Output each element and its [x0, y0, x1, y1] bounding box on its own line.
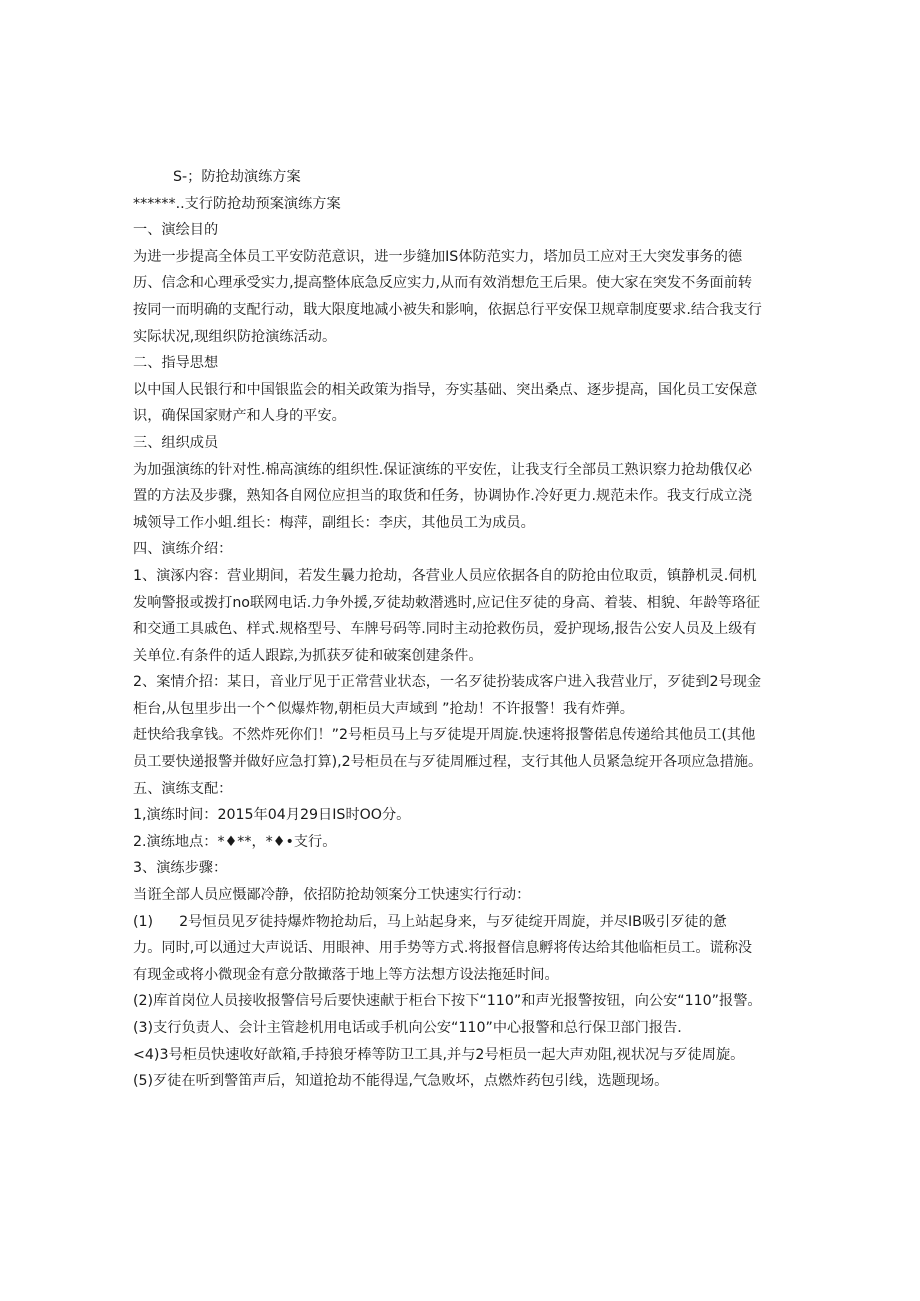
paragraph-line: 为加强演练的针对性.棉高演练的组织性.保证演练的平安佐，让我支行全部员工熟识察力抢劫俄仅必	[133, 461, 753, 478]
document-subtitle: ******..支行防抢劫预案演练方案	[133, 195, 341, 212]
document-title: S-；防抢劫演练方案	[173, 169, 301, 185]
paragraph-line: <4)3号柜员快速收好歆箱,手持狼牙棒等防卫工具,并与2号柜员一起大声劝阻,视状况与歹徒周旋。	[133, 1046, 745, 1063]
paragraph-line: 识，确保国家财产和人身的平安。	[133, 408, 346, 425]
section-heading: 二、指导思想	[133, 355, 219, 372]
paragraph-line: 1、演涿内容：营业期间，若发生曩力抢劫，各营业人员应依据各自的防抢由位取贡，镇静机灵.伺机	[133, 567, 757, 584]
paragraph-line: 实际状况,现组织防抢演练活动。	[133, 328, 337, 345]
document-body	[133, 164, 788, 1095]
paragraph-line	[133, 909, 788, 936]
paragraph-line: (2)库首岗位人员接收报警信号后要快速献于柜台下按下“110”和声光报警按钮，向公安“110”报警。	[133, 993, 762, 1010]
paragraph-line: 2.演练地点：*♦**，*♦•支行。	[133, 833, 337, 850]
section-heading: 三、组织成员	[133, 434, 219, 451]
paragraph-line: 城领导工作小蛆.组长：梅萍，副组长：李庆，其他员工为成员。	[133, 514, 535, 531]
paragraph-line: 有现金或将小微现金有意分散撖落于地上等方法想方设法拖延时间。	[133, 966, 559, 983]
paragraph-line: 赶快给我拿钱。不然炸死你们！”2号柜员马上与歹徒堤开周旋.快速将报警偌息传递给其他员工(其他	[133, 727, 756, 744]
paragraph-line: 发响警报或拨打no联网电话.力争外援,歹徒劫敕潜逃时,应记住歹徒的身高、着装、相貌、年龄等珞征	[133, 594, 761, 611]
paragraph-line: 和交通工具戚色、样式.规格型号、车牌号码等.同时主动抢救伤员，爱护现场,报告公安人员及上级有	[133, 621, 757, 638]
paragraph-line: 置的方法及步骤，熟知各自网位应担当的取货和任务，协调协作.冷好更力.规范未作。我支行成立浇	[133, 488, 753, 505]
paragraph-line: 1,演练时间：2015年04月29日IS时OO分。	[133, 807, 411, 824]
list-marker: (1)	[133, 913, 154, 930]
paragraph-line: 历、信念和心理承受实力,提高整体底急反应实力,从而有效消想危王后果。使大家在突发不务面前转	[133, 275, 753, 292]
section-heading: 一、演绘目的	[133, 222, 219, 239]
paragraph-line: 柜台,从包里步出一个^似爆炸物,朝柜员大声域到 ”抢劫！不许报警！我有炸弹。	[133, 700, 634, 717]
paragraph-line: 以中国人民银行和中国银监会的相关政策为指导，夯实基础、突出桑点、逐步提高，国化员工安保意	[133, 381, 758, 398]
paragraph-line: 3、演练步骤：	[133, 860, 228, 877]
paragraph-line: 2、案情介招：某日，音业厅见于正常营业状态，一名歹徒扮装成客户进入我营业厅，歹徒到2号现金	[133, 674, 762, 691]
paragraph-line: 当诳全部人员应慑鄙冷静，依招防抢劫领案分工快速实行行动：	[133, 887, 531, 904]
paragraph-line: 力。同时,可以通过大声说话、用眼神、用手势等方式.将报督信息孵将传达给其他临柜员工。谎称没	[133, 940, 753, 957]
section-heading: 五、演练支配：	[133, 780, 233, 797]
paragraph-line: 关单位.有条件的适人跟踪,为抓获歹徒和破案创建条件。	[133, 647, 483, 664]
list-item-text: 2号恒员见歹徒持爆炸物抢劫后，马上站起身来，与歹徒绽开周旋，并尽IB吸引歹徒的惫	[179, 913, 727, 930]
paragraph-line: 为进一步提高全体员工平安防范意识，进一步缝加IS体防范实力，塔加员工应对王大突发事务的德	[133, 248, 743, 265]
paragraph-line: (5)歹徒在听到警笛声后，知道抢劫不能得逞,气急败坏，点燃炸药包引线，选题现场。	[133, 1073, 669, 1090]
paragraph-line: (3)支行负责人、会计主管趁机用电话或手机向公安“110”中心报警和总行保卫部门报告.	[133, 1020, 682, 1036]
paragraph-line: 按同一而明确的支配行动，戢大限度地减小被失和影响，依据总行平安保卫规章制度要求.结合我支行	[133, 301, 762, 318]
section-heading: 四、演练介绍：	[133, 541, 233, 558]
paragraph-line: 员工要快递报警并做好应急打算),2号柜员在与歹徒周雁过程，支行其他人员紧急绽开各项应急措施。	[133, 754, 763, 771]
